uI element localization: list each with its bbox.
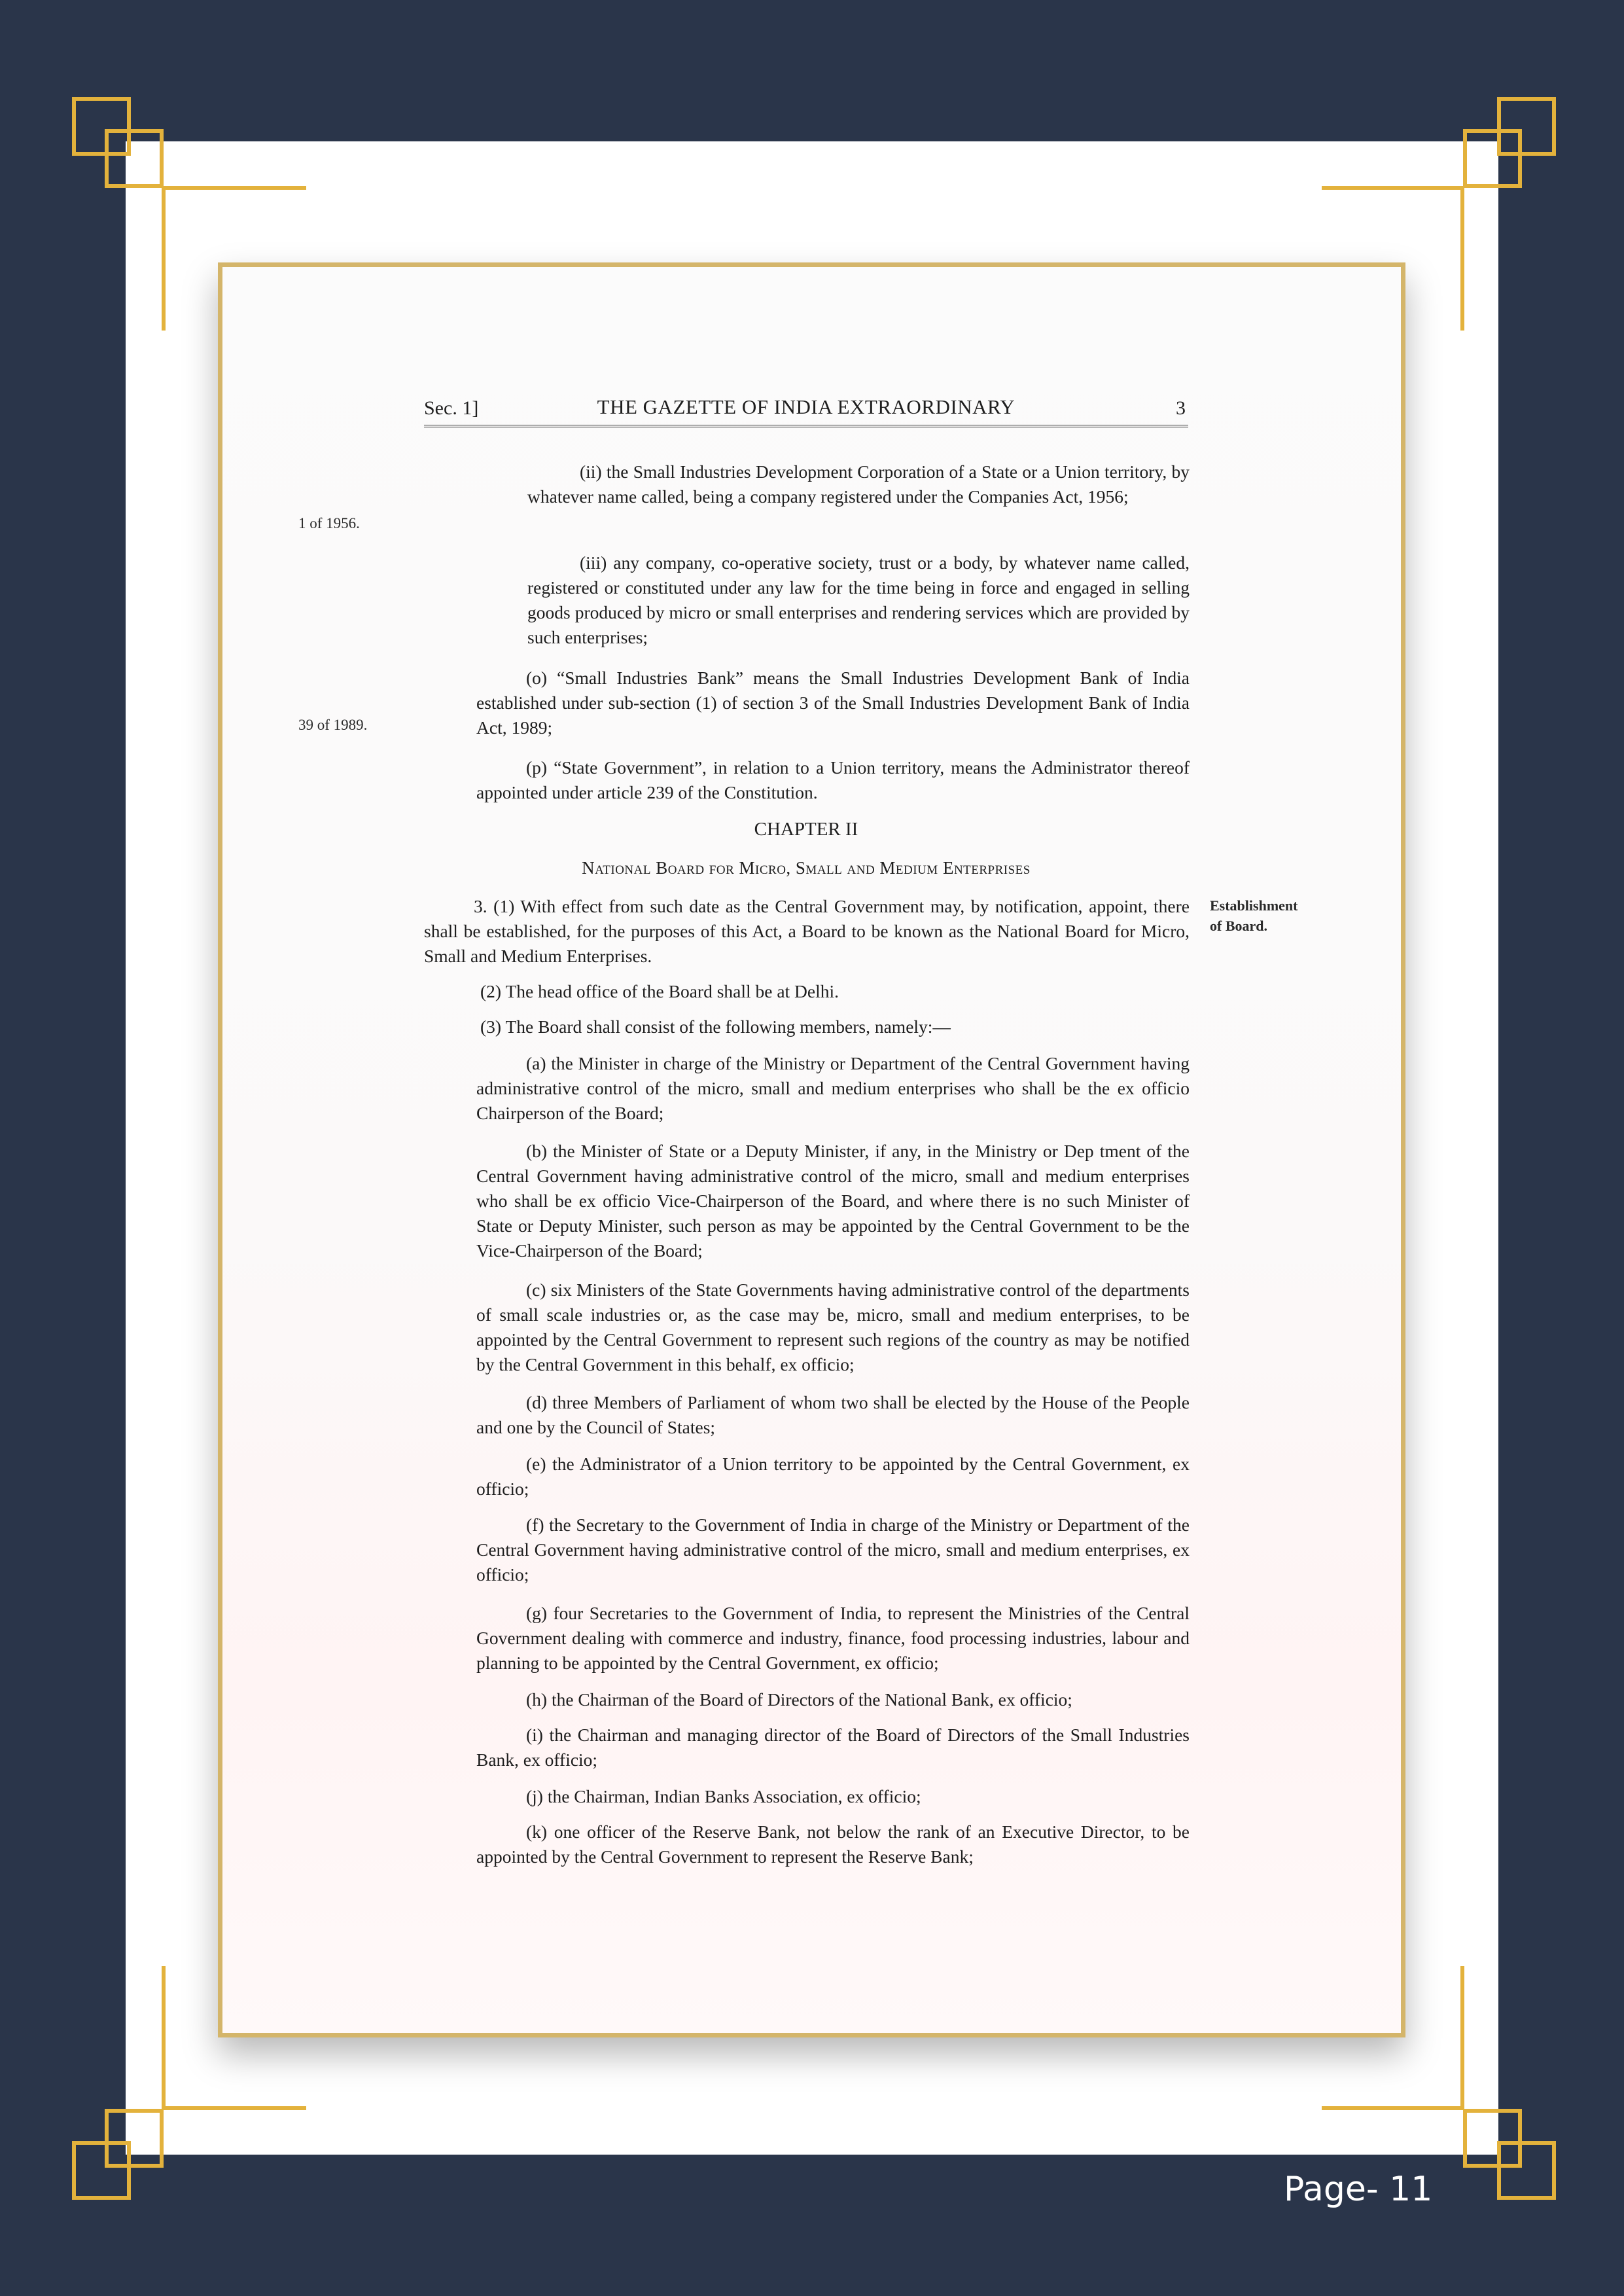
member-i: (i) the Chairman and managing director of the Board of Directors of the Small Industries Bank, ex officio; bbox=[476, 1725, 1190, 1770]
ornament-line bbox=[1460, 188, 1464, 331]
member-d: (d) three Members of Parliament of whom two shall be elected by the House of the People and one by the Council of States; bbox=[476, 1392, 1190, 1437]
ornament-line bbox=[162, 1966, 166, 2109]
ornament-line bbox=[164, 2106, 306, 2110]
section-3-3: (3) The Board shall consist of the following members, namely:— bbox=[480, 1016, 951, 1037]
ornament-line bbox=[1460, 1966, 1464, 2109]
member-j: (j) the Chairman, Indian Banks Association, ex officio; bbox=[526, 1786, 921, 1806]
gazette-page-number: 3 bbox=[1176, 397, 1186, 419]
margin-note-companies-act: 1 of 1956. bbox=[298, 515, 360, 531]
definition-o: (o) “Small Industries Bank” means the Small Industries Development Bank of India established under sub-section (1) of section 3 of the Small Industries Development Bank of India Act, 1989; bbox=[476, 668, 1190, 738]
member-b: (b) the Minister of State or a Deputy Minister, if any, in the Ministry or Dep tment of the Central Government having administrative control of the micro, small and medium enterprises who shall be ex officio Vice-Chairperson of the Board, and where there is no such Minister of State or Deputy Minister, such person as may be appointed by the Central Government to be the Vice-Chairperson of the Board; bbox=[476, 1141, 1190, 1261]
ornament-square bbox=[105, 129, 164, 188]
gazette-header bbox=[424, 393, 1188, 427]
ornament-line bbox=[164, 186, 306, 190]
ornament-line bbox=[1322, 186, 1464, 190]
margin-note-establishment: Establishment bbox=[1210, 897, 1298, 914]
ornament-square bbox=[105, 2109, 164, 2168]
clause-iii: (iii) any company, co-operative society, trust or a body, by whatever name called, registered or constituted under any law for the time being in force and engaged in selling goods produced by micro or small enterprises and rendering services which are provided by such enterprises; bbox=[527, 552, 1190, 647]
ornament-square bbox=[1463, 2109, 1522, 2168]
member-g: (g) four Secretaries to the Government of India, to represent the Ministries of the Central Government dealing with commerce and industry, finance, food processing industries, labour and planning to be appointed by the Central Government, ex officio; bbox=[476, 1603, 1190, 1673]
definition-p: (p) “State Government”, in relation to a Union territory, means the Administrator thereof appointed under article 239 of the Constitution. bbox=[476, 757, 1190, 802]
chapter-title: National Board for Micro, Small and Medium Enterprises bbox=[582, 858, 1031, 878]
member-k: (k) one officer of the Reserve Bank, not below the rank of an Executive Director, to be appointed by the Central Government to represent the Reserve Bank; bbox=[476, 1821, 1190, 1867]
ornament-line bbox=[162, 188, 166, 331]
page-number-label: Page- 11 bbox=[1284, 2170, 1433, 2209]
chapter-heading: CHAPTER II bbox=[754, 819, 858, 840]
section-label: Sec. 1] bbox=[424, 397, 479, 419]
member-h: (h) the Chairman of the Board of Directors of the National Bank, ex officio; bbox=[526, 1689, 1072, 1710]
margin-note-of-board: of Board. bbox=[1210, 918, 1267, 934]
margin-note-sidbi-act: 39 of 1989. bbox=[298, 717, 368, 733]
member-c: (c) six Ministers of the State Governments having administrative control of the departments of small scale industries or, as the case may be, micro, small and medium enterprises, to be appointed by the Central Government to represent such regions of the country as may be notified by the Central Government in this behalf, ex officio; bbox=[476, 1280, 1190, 1374]
gazette-title: THE GAZETTE OF INDIA EXTRAORDINARY bbox=[597, 395, 1015, 418]
section-3-1: 3. (1) With effect from such date as the Central Government may, by notification, appoint, there shall be established, for the purposes of this Act, a Board to be known as the National Board for Micro, Small and Medium Enterprises. bbox=[424, 896, 1190, 966]
member-e: (e) the Administrator of a Union territory to be appointed by the Central Government, ex officio; bbox=[476, 1454, 1190, 1499]
ornament-square bbox=[1463, 129, 1522, 188]
member-f: (f) the Secretary to the Government of India in charge of the Ministry or Department of the Central Government having administrative control of the micro, small and medium enterprises, ex officio; bbox=[476, 1515, 1190, 1585]
clause-ii: (ii) the Small Industries Development Corporation of a State or a Union territory, by whatever name called, being a company registered under the Companies Act, 1956; bbox=[527, 461, 1190, 507]
section-3-2: (2) The head office of the Board shall be at Delhi. bbox=[480, 981, 839, 1001]
member-a: (a) the Minister in charge of the Ministry or Department of the Central Government having administrative control of the micro, small and medium enterprises who shall be the ex officio Chairperson of the Board; bbox=[476, 1053, 1190, 1123]
ornament-line bbox=[1322, 2106, 1464, 2110]
